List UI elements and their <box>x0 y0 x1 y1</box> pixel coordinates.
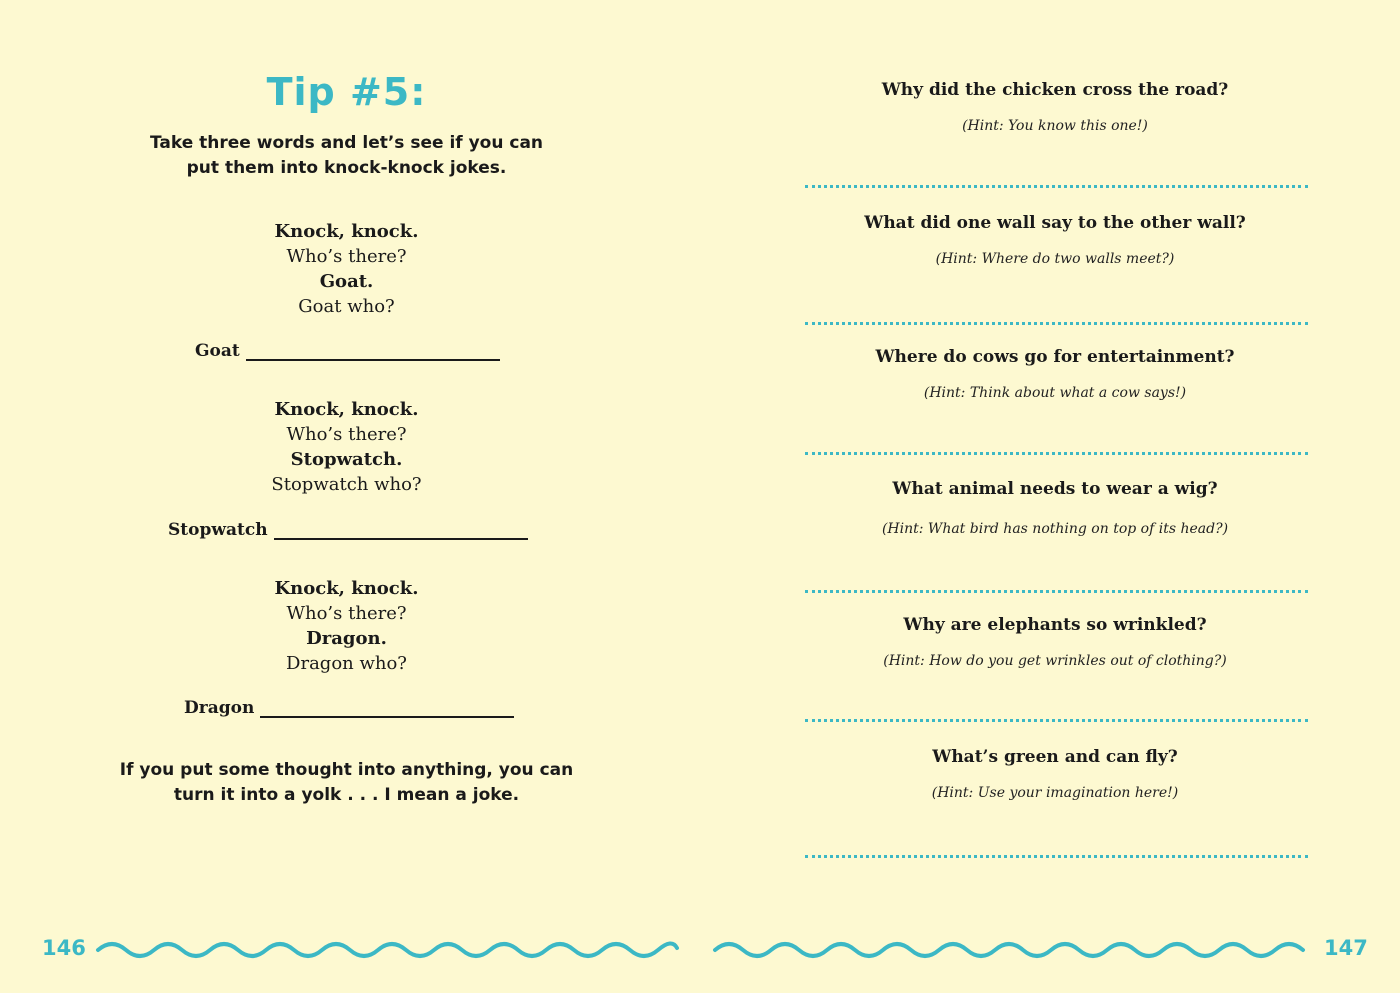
riddle-item <box>803 614 1307 669</box>
riddle-hint: (Hint: How do you get wrinkles out of clothing?) <box>883 653 1227 669</box>
riddle-hint: (Hint: Use your imagination here!) <box>931 785 1179 801</box>
joke-name-line: Goat. <box>319 271 374 292</box>
page-number-right: 147 <box>1324 936 1368 960</box>
page-number-left: 146 <box>42 936 86 960</box>
riddle-hint: (Hint: You know this one!) <box>962 118 1148 134</box>
wave-divider-icon <box>712 936 1307 964</box>
riddle-question: Why are elephants so wrinkled? <box>903 615 1207 635</box>
answer-dotted-line[interactable] <box>805 322 1308 325</box>
joke-who-line: Stopwatch who? <box>271 474 422 495</box>
right-page <box>700 0 1400 993</box>
joke-name-line: Dragon. <box>306 628 387 649</box>
riddle-question: Why did the chicken cross the road? <box>881 80 1229 100</box>
joke-whos-there-line: Who’s there? <box>286 424 407 445</box>
joke-whos-there-line: Who’s there? <box>286 603 407 624</box>
riddle-question: What animal needs to wear a wig? <box>892 479 1218 499</box>
closing-text <box>0 758 693 808</box>
joke-whos-there-line: Who’s there? <box>286 246 407 267</box>
riddle-question: Where do cows go for entertainment? <box>875 347 1235 367</box>
riddle-hint: (Hint: Think about what a cow says!) <box>923 385 1187 401</box>
joke-knock-line: Knock, knock. <box>274 399 419 420</box>
joke-name-line: Stopwatch. <box>290 449 403 470</box>
wave-divider-icon <box>95 936 680 964</box>
riddle-item <box>803 478 1307 537</box>
answer-dotted-line[interactable] <box>805 452 1308 455</box>
answer-dotted-line[interactable] <box>805 719 1308 722</box>
intro-text <box>0 131 693 181</box>
riddle-item <box>803 212 1307 267</box>
riddle-item <box>803 346 1307 401</box>
riddle-question: What did one wall say to the other wall? <box>864 213 1246 233</box>
joke-knock-line: Knock, knock. <box>274 578 419 599</box>
knock-knock-joke <box>0 219 693 319</box>
closing-line-1: If you put some thought into anything, you can <box>119 760 574 780</box>
answer-dotted-line[interactable] <box>805 590 1308 593</box>
answer-label: Stopwatch <box>168 520 268 540</box>
answer-row <box>195 341 500 361</box>
answer-row <box>168 520 528 540</box>
closing-line-2: turn it into a yolk . . . I mean a joke. <box>173 785 520 805</box>
intro-line-1: Take three words and let’s see if you can <box>149 133 544 153</box>
answer-blank-line[interactable] <box>246 341 500 361</box>
answer-label: Dragon <box>184 698 255 718</box>
tip-title: Tip #5: <box>266 70 427 114</box>
answer-row <box>184 698 514 718</box>
answer-label: Goat <box>195 341 240 361</box>
joke-who-line: Dragon who? <box>286 653 407 674</box>
knock-knock-joke <box>0 576 693 676</box>
answer-dotted-line[interactable] <box>805 185 1308 188</box>
joke-knock-line: Knock, knock. <box>274 221 419 242</box>
riddle-hint: (Hint: What bird has nothing on top of its head?) <box>881 521 1229 537</box>
riddle-item <box>803 79 1307 134</box>
answer-dotted-line[interactable] <box>805 855 1308 858</box>
riddle-hint: (Hint: Where do two walls meet?) <box>935 251 1175 267</box>
intro-line-2: put them into knock-knock jokes. <box>186 158 507 178</box>
joke-who-line: Goat who? <box>298 296 395 317</box>
knock-knock-joke <box>0 397 693 497</box>
answer-blank-line[interactable] <box>274 520 528 540</box>
riddle-question: What’s green and can fly? <box>932 747 1178 767</box>
answer-blank-line[interactable] <box>260 698 514 718</box>
riddle-item <box>803 746 1307 801</box>
